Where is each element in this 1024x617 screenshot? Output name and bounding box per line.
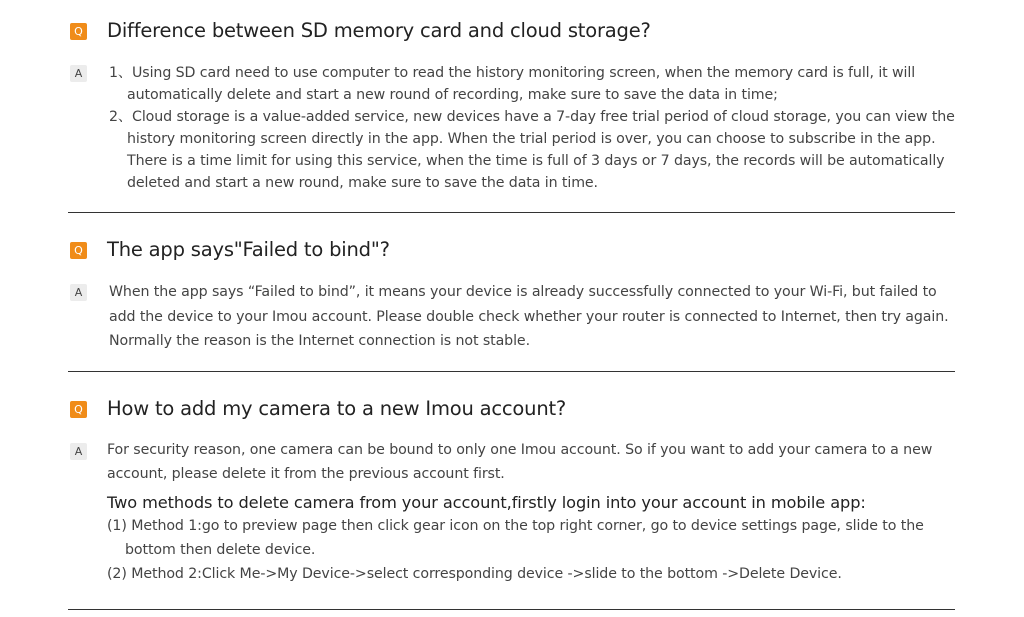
question-add-camera: How to add my camera to a new Imou account? (107, 397, 567, 420)
question-sd-vs-cloud: Difference between SD memory card and cloud storage? (107, 19, 651, 42)
answer-text: For security reason, one camera can be bound to only one Imou account. So if you want to add your camera to a new account, please delete it from the previous account first. (107, 442, 933, 482)
question-failed-to-bind: The app says"Failed to bind"? (107, 238, 390, 261)
answer-failed-to-bind: When the app says “Failed to bind”, it means your device is already successfully connected to your Wi-Fi, but failed to add the device to your Imou account. Please double check whether your router is connected to Internet, then try again. Normally the reason is the Internet connection is not stable. (109, 284, 949, 349)
answer-badge: A (70, 284, 87, 301)
method-item: (1) Method 1:go to preview page then click gear icon on the top right corner, go to device settings page, slide to the bottom then delete device. (107, 518, 924, 558)
answer-add-camera (107, 438, 972, 586)
question-badge: Q (70, 242, 87, 259)
question-badge: Q (70, 401, 87, 418)
answer-item: 2、Cloud storage is a value-added service, new devices have a 7-day free trial period of cloud storage, you can view the history monitoring screen directly in the app. When the trial period is over, you can choose to subscribe in the app. There is a time limit for using this service, when the time is full of 3 days or 7 days, the records will be automatically deleted and start a new round, make sure to save the data in time. (109, 109, 955, 191)
section-divider (68, 212, 955, 213)
answer-badge: A (70, 443, 87, 460)
methods-heading: Two methods to delete camera from your account,firstly login into your account in mobile app: (107, 493, 866, 512)
answer-badge: A (70, 65, 87, 82)
section-divider (68, 371, 955, 372)
method-item: (2) Method 2:Click Me->My Device->select corresponding device ->slide to the bottom ->Delete Device. (107, 566, 842, 582)
answer-sd-vs-cloud (109, 62, 969, 194)
answer-item: 1、Using SD card need to use computer to read the history monitoring screen, when the memory card is full, it will automatically delete and start a new round of recording, make sure to save the data in time; (109, 65, 916, 103)
section-divider (68, 609, 955, 610)
question-badge: Q (70, 23, 87, 40)
